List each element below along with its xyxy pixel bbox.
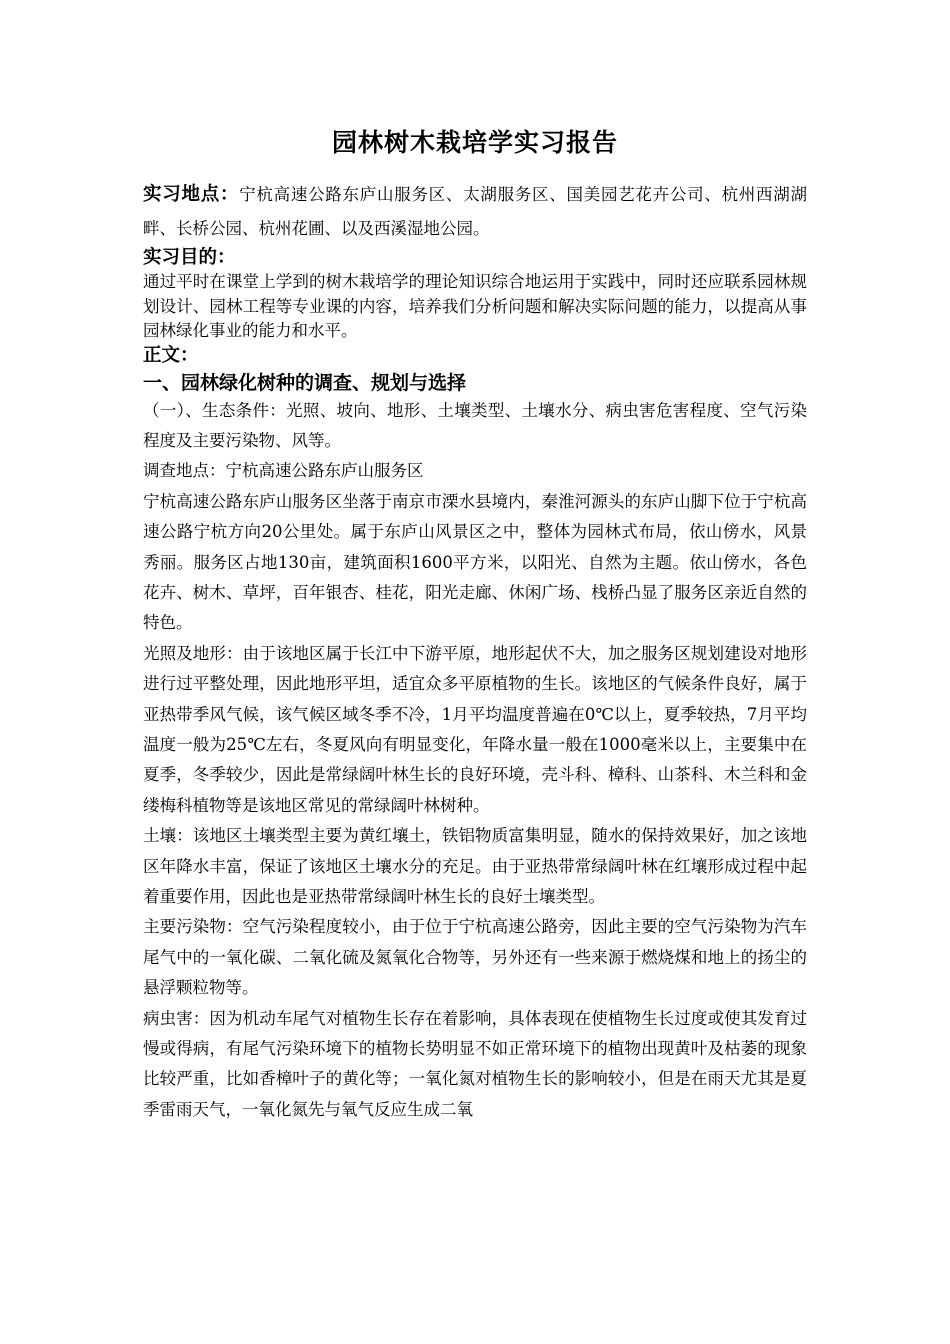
paragraph-light-terrain: 光照及地形：由于该地区属于长江中下游平原，地形起伏不大，加之服务区规划建设对地形进行过平整处理，因此地形平坦，适宜众多平原植物的生长。该地区的气候条件良好，属于亚热带季风气候，该气候区域冬季不冷，1月平均温度普遍在0℃以上，夏季较热，7月平均温度一般为25℃左右，冬夏风向有明显变化，年降水量一般在1000毫米以上，主要集中在夏季，冬季较少，因此是常绿阔叶林生长的良好环境，壳斗科、樟科、山茶科、木兰科和金缕梅科植物等是该地区常见的常绿阔叶林树种。 [143,643,807,815]
paragraph-survey-location: 调查地点：宁杭高速公路东庐山服务区 [143,461,424,481]
location-text: 宁杭高速公路东庐山服务区、太湖服务区、国美园艺花卉公司、杭州西湖湖畔、长桥公园、杭州花圃、以及西溪湿地公园。 [143,185,807,238]
document-page [143,126,807,1125]
paragraph-service-area: 宁杭高速公路东庐山服务区坐落于南京市溧水县境内，秦淮河源头的东庐山脚下位于宁杭高速公路宁杭方向20公里处。属于东庐山风景区之中，整体为园林式布局，依山傍水，风景秀丽。服务区占地130亩，建筑面积1600平方米，以阳光、自然为主题。依山傍水，各色花卉、树木、草坪，百年银杏、桂花，阳光走廊、休闲广场、栈桥凸显了服务区亲近自然的特色。 [143,491,807,633]
paragraph-pests: 病虫害：因为机动车尾气对植物生长存在着影响，具体表现在使植物生长过度或使其发育过慢或得病，有尾气污染环境下的植物长势明显不如正常环境下的植物出现黄叶及枯萎的现象比较严重，比如香樟叶子的黄化等；一氧化氮对植物生长的影响较小，但是在雨天尤其是夏季雷雨天气，一氧化氮先与氧气反应生成二氧 [143,1008,807,1119]
paragraph-soil: 土壤：该地区土壤类型主要为黄红壤土，铁铝物质富集明显，随水的保持效果好，加之该地区年降水丰富，保证了该地区土壤水分的充足。由于亚热带常绿阔叶林在红壤形成过程中起着重要作用，因此也是亚热带常绿阔叶林生长的良好土壤类型。 [143,826,807,906]
purpose-text: 通过平时在课堂上学到的树木栽培学的理论知识综合地运用于实践中，同时还应联系园林规划设计、园林工程等专业课的内容，培养我们分析问题和解决实际问题的能力，以提高从事园林绿化事业的能力和水平。 [143,272,807,340]
location-paragraph [143,178,807,246]
paragraph-ecological-conditions: （一）、生态条件：光照、坡向、地形、土壤类型、土壤水分、病虫害危害程度、空气污染程度及主要污染物、风等。 [143,400,807,450]
purpose-label: 实习目的： [143,247,236,268]
paragraph-pollutants: 主要污染物：空气污染程度较小，由于位于宁杭高速公路旁，因此主要的空气污染物为汽车尾气中的一氧化碳、二氧化硫及氮氧化合物等，另外还有一些来源于燃烧煤和地上的扬尘的悬浮颗粒物等。 [143,917,807,998]
document-title: 园林树木栽培学实习报告 [331,128,618,157]
section-heading: 一、园林绿化树种的调查、规划与选择 [143,371,467,394]
body-label: 正文： [143,344,199,366]
location-label: 实习地点： [143,184,240,205]
